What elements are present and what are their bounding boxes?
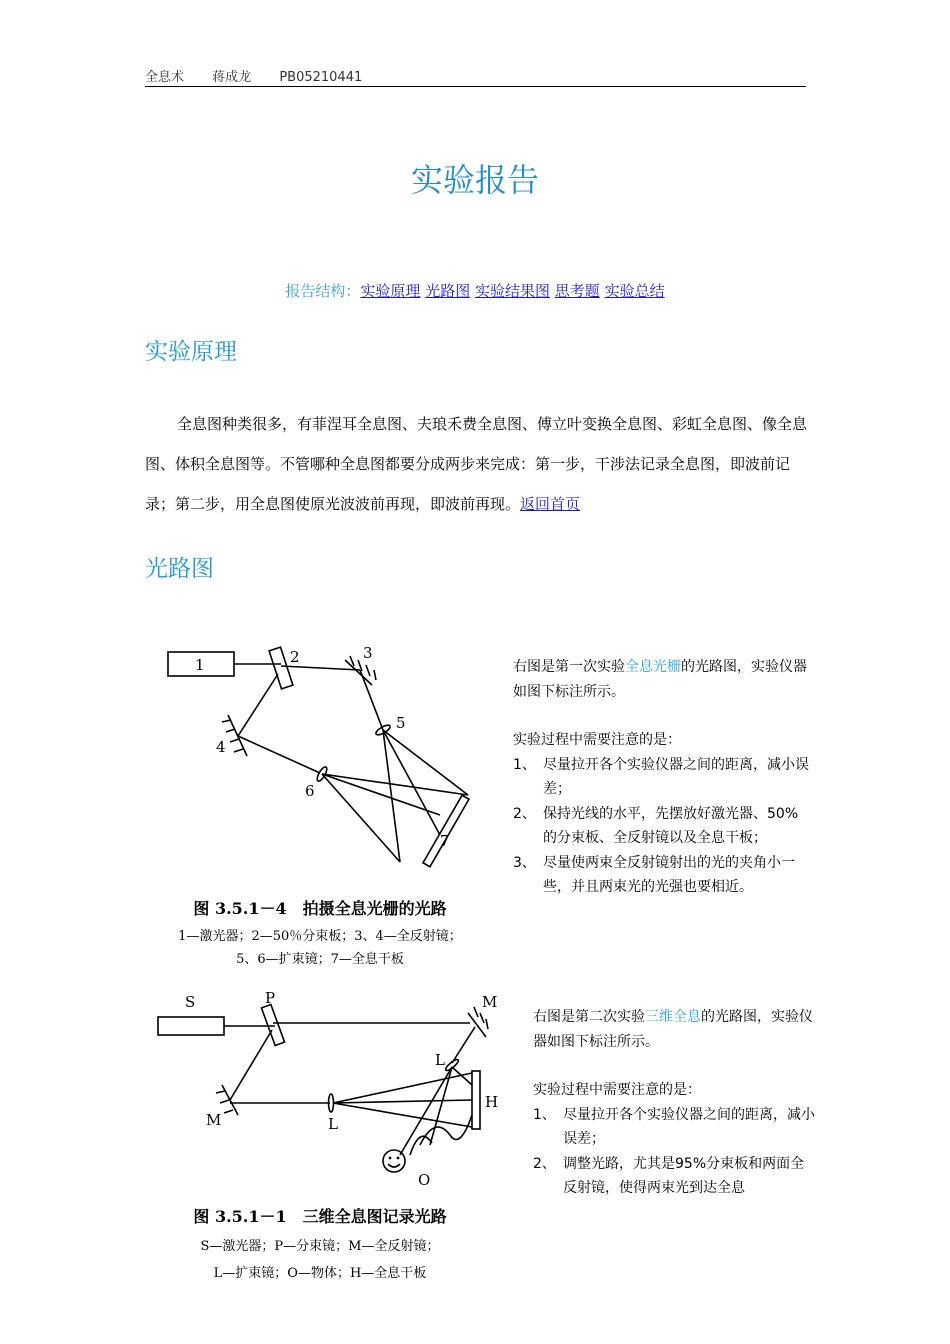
report-structure-nav — [0, 280, 950, 301]
list-item: 1、 尽量拉开各个实验仪器之间的距离，减小误差； — [513, 756, 809, 797]
toc-link-optical-path[interactable]: 光路图 — [425, 282, 471, 300]
splitter-p-shape — [261, 1004, 284, 1045]
list-item: 2、 保持光线的水平，先摆放好激光器、50%的分束板、全反射镜以及全息干板； — [513, 805, 799, 846]
figure-3d-hologram — [150, 985, 499, 1285]
desc2-intro: 右图是第二次实验三维全息的光路图，实验仪器如图下标注所示。 — [533, 1009, 813, 1050]
3d-hologram-optical-path-diagram — [150, 985, 499, 1190]
fig1-caption-line2: 5、6—扩束镜；7—全息干板 — [236, 952, 404, 967]
fig1-label-4: 4 — [216, 738, 226, 756]
desc1-highlight: 全息光栅 — [625, 659, 681, 675]
toc-label: 报告结构： — [285, 282, 361, 300]
toc-link-summary[interactable]: 实验总结 — [604, 282, 665, 300]
fig2-label-h: H — [485, 1093, 499, 1111]
fig1-caption-line1: 1—激光器；2—50％分束板；3、4—全反射镜； — [178, 929, 462, 944]
fig2-label-m2: M — [206, 1111, 222, 1129]
principle-text: 全息图种类很多，有菲涅耳全息图、夫琅禾费全息图、傅立叶变换全息图、彩虹全息图、像全息图、体积全息图等。不管哪种全息图都要分成两步来完成：第一步，干涉法记录全息图，即波前记录；第二步，用全息图使原光波波前再现，即波前再现。 — [145, 415, 808, 513]
list-item: 2、 调整光路，尤其是95%分束板和两面全反射镜，使得两束光到达全息 — [533, 1155, 805, 1196]
header-author: 蒋成龙 — [212, 70, 252, 85]
figure-holographic-grating — [150, 640, 490, 970]
desc2-highlight: 三维全息 — [645, 1009, 701, 1025]
fig1-caption-title: 图 3.5.1－4 拍摄全息光栅的光路 — [193, 899, 447, 918]
section-heading-optical-path: 光路图 — [145, 556, 214, 582]
principle-paragraph — [145, 404, 811, 524]
list-item: 1、 尽量拉开各个实验仪器之间的距离，减小误差； — [533, 1106, 815, 1147]
holographic-plate-shape — [423, 795, 469, 867]
fig2-label-p: P — [265, 989, 276, 1007]
page-title: 实验报告 — [410, 161, 539, 199]
fig2-label-m1: M — [482, 993, 498, 1011]
header-course: 全息术 — [145, 70, 185, 85]
desc1-notes-title: 实验过程中需要注意的是： — [513, 732, 681, 748]
fig2-caption-title: 图 3.5.1－1 三维全息图记录光路 — [193, 1207, 447, 1226]
fig2-caption-line2: L—扩束镜；O—物体；H—全息干板 — [213, 1266, 427, 1281]
object-smiley-shape — [383, 1150, 405, 1172]
header-student-id: PB05210441 — [279, 70, 363, 85]
plate-h-shape — [472, 1071, 480, 1129]
section-heading-principle: 实验原理 — [145, 339, 237, 365]
fig1-label-6: 6 — [305, 782, 315, 800]
fig2-label-l2: L — [328, 1115, 338, 1133]
desc1-intro: 右图是第一次实验全息光栅的光路图，实验仪器如图下标注所示。 — [513, 659, 807, 700]
back-home-link[interactable]: 返回首页 — [520, 495, 581, 513]
3d-hologram-description — [533, 1005, 815, 1201]
grating-description — [513, 655, 811, 900]
fig2-label-s: S — [185, 993, 196, 1011]
list-item: 3、 尽量使两束全反射镜射出的光的夹角小一些，并且两束光的光强也要相近。 — [513, 854, 795, 895]
grating-optical-path-diagram — [150, 640, 490, 890]
fig1-label-7: 7 — [440, 832, 450, 850]
toc-link-questions[interactable]: 思考题 — [554, 282, 600, 300]
desc1-notes-list — [513, 753, 811, 900]
lens-l2-shape — [329, 1094, 334, 1112]
fig1-label-5: 5 — [396, 714, 406, 732]
fig1-label-3: 3 — [363, 644, 373, 662]
fig1-label-1: 1 — [195, 656, 205, 674]
toc-link-results[interactable]: 实验结果图 — [475, 282, 551, 300]
fig2-caption-line1: S—激光器；P—分束镜；M—全反射镜； — [200, 1239, 440, 1254]
laser-s-shape — [158, 1017, 224, 1035]
toc-link-principle[interactable]: 实验原理 — [360, 282, 421, 300]
fig2-label-o: O — [418, 1171, 431, 1189]
fig2-label-l1: L — [435, 1051, 445, 1069]
desc2-notes-title: 实验过程中需要注意的是： — [533, 1082, 701, 1098]
page-header — [145, 66, 806, 87]
fig1-label-2: 2 — [290, 648, 300, 666]
desc2-notes-list — [533, 1103, 815, 1201]
